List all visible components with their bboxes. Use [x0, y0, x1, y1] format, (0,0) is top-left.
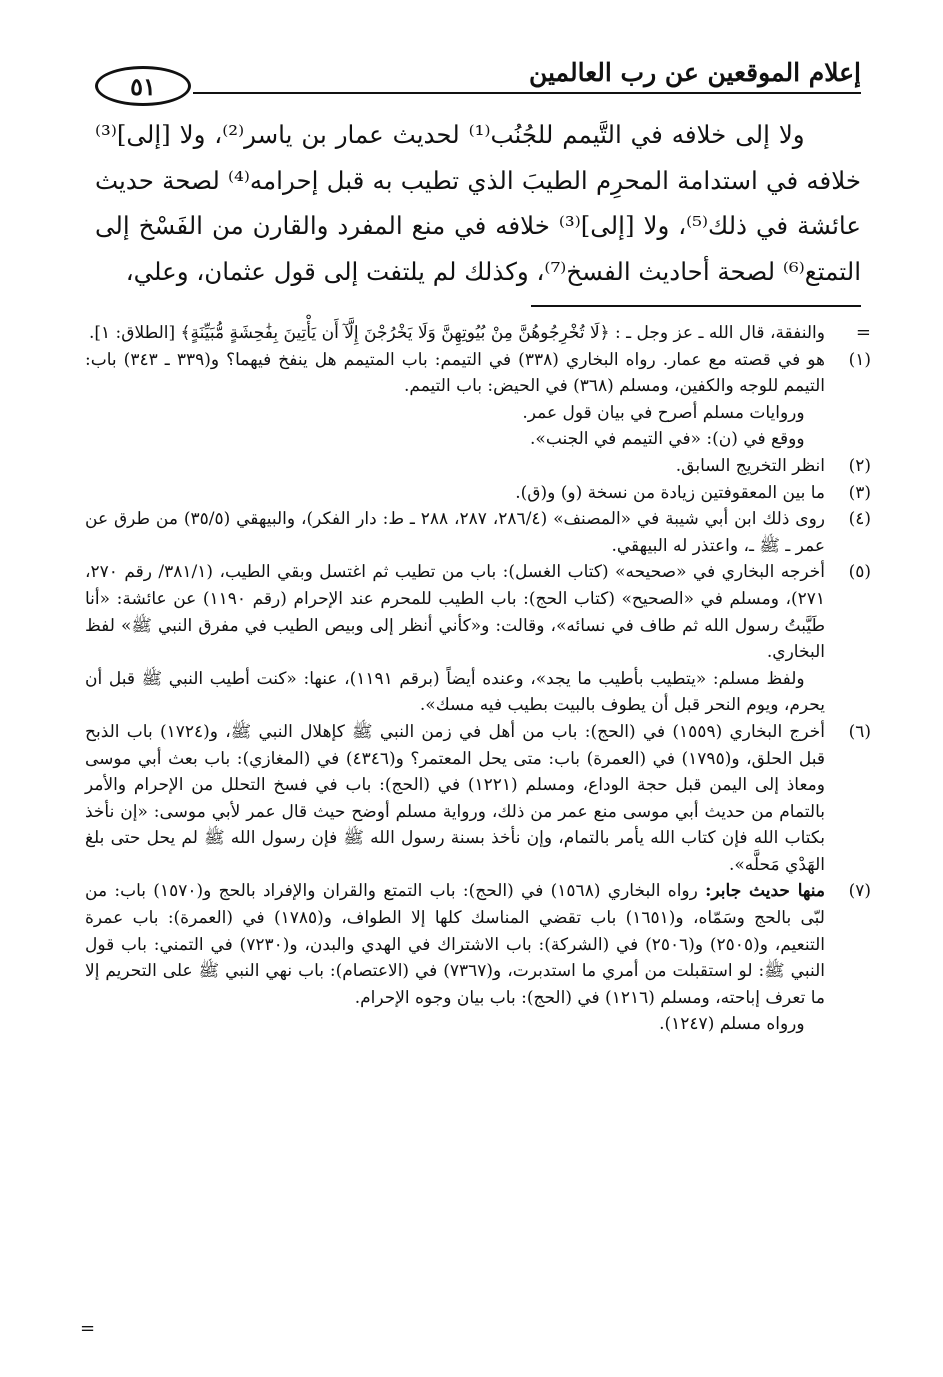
footnote-text: وروايات مسلم أصرح في بيان قول عمر.	[522, 402, 805, 423]
footnote-5	[85, 559, 871, 719]
footnote-text: انظر التخريج السابق.	[675, 455, 825, 476]
book-title: إعلام الموقعين عن رب العالمين	[528, 58, 861, 87]
footnote-number: (٢)	[848, 455, 871, 476]
footnote-number: (٦)	[848, 721, 871, 742]
footnote-text: أخرج البخاري (١٥٥٩) في (الحج): باب من أهل في زمن النبي ﷺ كإهلال النبي ﷺ، و(١٧٢٤) باب الذبح قبل الحلق، و(١٧٩٥) في (العمرة) باب: متى يحل المعتمر؟ و(٤٣٤٦) في (المغازي): باب بعث أبي موسى ومعاذ إلى اليمن قبل حجة الوداع، ومسلم (١٢٢١) في (الحج): باب في فسخ التحلل من الإحرام والأمر بالتمام من حديث أبي موسى منع عمر من ذلك، ورواية مسلم أوضح حيث قال عمر لأبي موسى: «إن نأخذ بكتاب الله فإن كتاب الله يأمر بالتمام، وإن نأخذ بسنة رسول الله ﷺ فإن رسول الله ﷺ لم يحل حتى بلغ الهَدْي مَحلَّه».	[85, 721, 825, 875]
footnote-text: ما بين المعقوفتين زيادة من نسخة (و) و(ق).	[515, 482, 825, 503]
footnote-number: (٥)	[848, 562, 871, 583]
footnote-separator	[531, 305, 861, 307]
footnote-text: روى ذلك ابن أبي شيبة في «المصنف» (٢٨٦/٤، ٢٨٧، ٢٨٨ ـ ط: دار الفكر)، والبيهقي (٣٥/٥) من طرق عن عمر ـ ﷺ ـ، واعتذر له البيهقي.	[85, 509, 826, 556]
footnote-text: ولفظ مسلم: «يتطيب بأطيب ما يجد»، وعنده أيضاً (برقم ١١٩١)، عنها: «كنت أطيب النبي ﷺ قبل أن يحرم، ويوم النحر قبل أن يطوف بالبيت بطيب فيه مسك».	[85, 668, 825, 716]
footnote-number: (٣)	[848, 482, 871, 503]
footnote-lead: منها حديث جابر:	[705, 881, 825, 902]
continuation-mark: =	[855, 322, 871, 343]
footnote-2	[85, 453, 871, 480]
footnote-3	[85, 480, 871, 507]
footnote-text: أخرجه البخاري في «صحيحه» (كتاب الغسل): باب من تطيب ثم اغتسل وبقي الطيب، (٣٨١/١/ رقم ٢٧٠، ٢٧١)، ومسلم في «الصحيح» (كتاب الحج): باب الطيب للمحرم عند الإحرام (رقم ١١٩٠) عن عائشة: «أنا طَيَّبتُ رسول الله ثم طاف في نسائه»، وقالت: و«كأني أنظر إلى وبيص الطيب في مفرق النبي ﷺ» لفظ البخاري.	[85, 562, 826, 663]
footnote-7	[85, 878, 871, 1038]
footnotes	[85, 320, 871, 1038]
footnote-6	[85, 719, 871, 879]
footnote-text: هو في قصته مع عمار. رواه البخاري (٣٣٨) في التيمم: باب المتيمم هل ينفخ فيهما؟ و(٣٣٩ ـ ٣٤٣) باب: التيمم للوجه والكفين، ومسلم (٣٦٨) في الحيض: باب التيمم.	[85, 349, 825, 397]
end-continuation-mark: =	[80, 1318, 96, 1339]
footnote-number: (١)	[848, 349, 871, 370]
footnote-4	[85, 506, 871, 559]
main-paragraph: ولا إلى خلافه في التَّيمم للجُنُب⁽¹⁾ لحديث عمار بن ياسر⁽²⁾، ولا [إلى]⁽³⁾ خلافه في استدامة المحرِم الطيبَ الذي تطيب به قبل إحرامه⁽⁴⁾ لصحة حديث عائشة في ذلك⁽⁵⁾، ولا [إلى]⁽³⁾ خلافه في منع المفرد والقارن من الفَسْخ إلى التمتع⁽⁶⁾ لصحة أحاديث الفسخ⁽⁷⁾، وكذلك لم يلتفت إلى قول عثمان، وعلي،	[95, 120, 862, 286]
footnote-number: (٤)	[848, 509, 871, 530]
footnote-continuation-text: والنفقة، قال الله ـ عز وجل ـ : ﴿لَا تُخْرِجُوهُنَّ مِنْ بُيُوتِهِنَّ وَلَا يَخْرُجْنَ إِلَّآ أَن يَأْتِينَ بِفَٰحِشَةٍ مُّبَيِّنَةٍ﴾ [الطلاق: ١].	[88, 323, 825, 343]
main-text	[95, 112, 861, 294]
header-rule	[193, 92, 861, 94]
page-number: ٥١	[95, 66, 191, 106]
page-header	[95, 42, 861, 102]
footnote-continuation	[85, 320, 871, 347]
footnote-text: ووقع في (ن): «في التيمم في الجنب».	[530, 429, 805, 450]
footnote-1	[85, 347, 871, 453]
footnote-text: ورواه مسلم (١٢٤٧).	[659, 1014, 805, 1035]
footnote-text: رواه البخاري (١٥٦٨) في (الحج): باب التمتع والقران والإفراد بالحج و(١٥٧٠) باب: من لبّى بالحج وسَمّاه، و(١٦٥١) باب تقضي المناسك كلها إلا الطواف، و(١٧٨٥) في (العمرة): باب عمرة التنعيم، و(٢٥٠٥) و(٢٥٠٦) في (الشركة): باب الاشتراك في الهدي والبدن، و(٧٢٣٠) في التمني: باب قول النبي ﷺ: لو استقبلت من أمري ما استدبرت، و(٧٣٦٧) في (الاعتصام): باب نهي النبي ﷺ على التحريم إلا ما تعرف إباحته، ومسلم (١٢١٦) في (الحج): باب بيان وجوه الإحرام.	[85, 881, 826, 1008]
footnote-number: (٧)	[848, 881, 871, 902]
